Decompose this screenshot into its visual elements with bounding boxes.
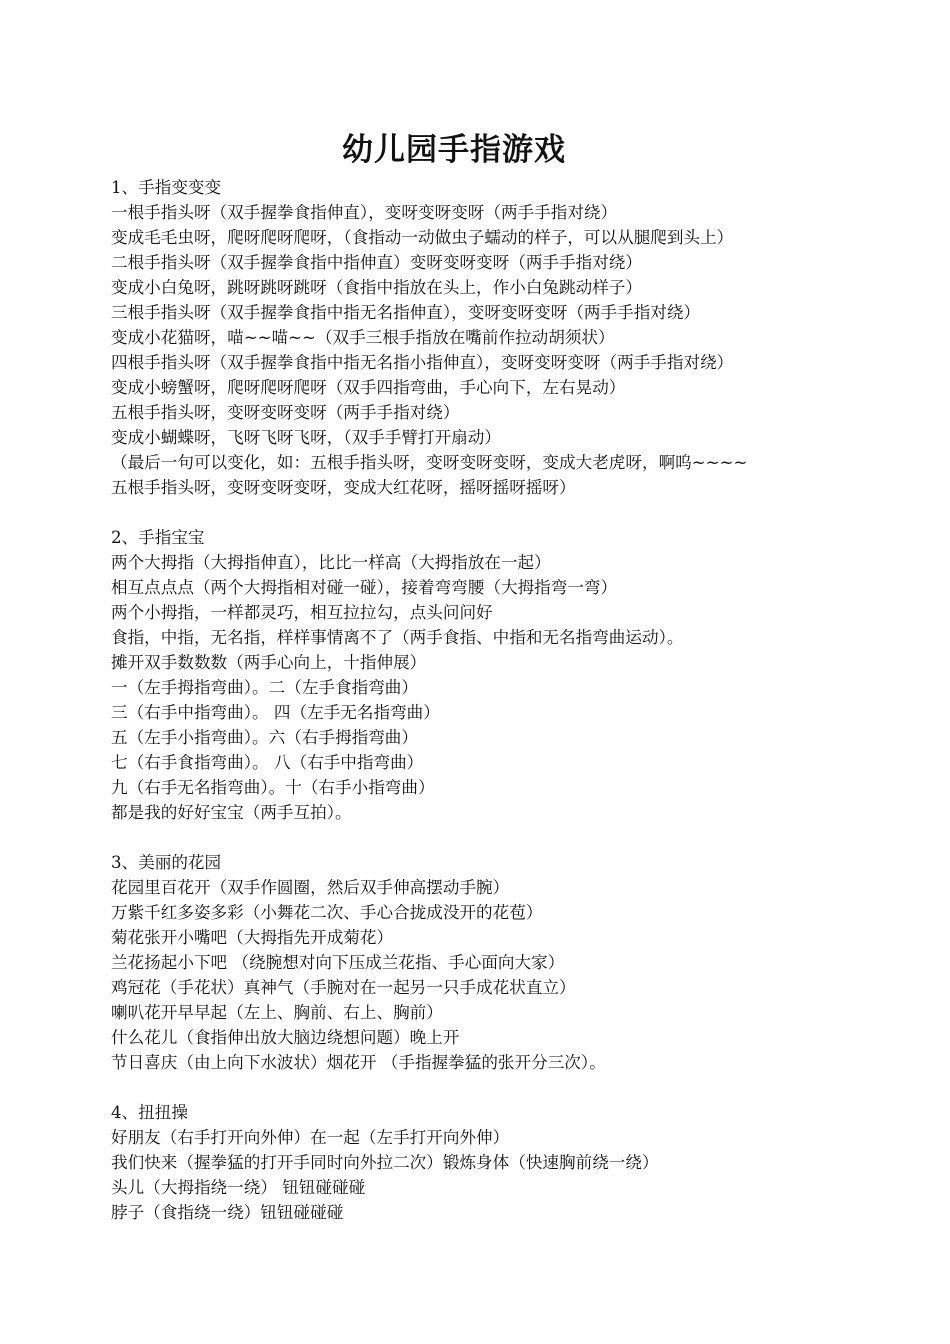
text-line: 花园里百花开（双手作圆圈，然后双手伸高摆动手腕） (111, 878, 510, 897)
section-heading: 2、手指宝宝 (111, 528, 205, 547)
text-line: 万紫千红多姿多彩（小舞花二次、手心合拢成没开的花苞） (111, 903, 543, 922)
text-line: 摊开双手数数数（两手心向上，十指伸展） (111, 653, 427, 672)
text-line: 菊花张开小嘴吧（大拇指先开成菊花） (111, 928, 394, 947)
text-line: 一根手指头呀（双手握拳食指伸直），变呀变呀变呀（两手手指对绕） (111, 203, 618, 222)
section-beautiful-garden (111, 850, 931, 1075)
text-line: 都是我的好好宝宝（两手互拍）。 (111, 803, 352, 822)
text-line: 两个大拇指（大拇指伸直），比比一样高（大拇指放在一起） (111, 553, 551, 572)
text-line: 三（右手中指弯曲）。 四（左手无名指弯曲） (111, 703, 440, 722)
section-heading: 4、扭扭操 (111, 1103, 188, 1122)
document-body (111, 175, 931, 1225)
text-line: 我们快来（握拳猛的打开手同时向外拉二次）锻炼身体（快速胸前绕一绕） (111, 1153, 659, 1172)
text-line: 五根手指头呀，变呀变呀变呀，变成大红花呀，摇呀摇呀摇呀） (111, 478, 576, 497)
text-line: 四根手指头呀（双手握拳食指中指无名指小指伸直），变呀变呀变呀（两手手指对绕） (111, 353, 734, 372)
text-line: 五根手指头呀，变呀变呀变呀（两手手指对绕） (111, 403, 460, 422)
text-line: 变成小螃蟹呀，爬呀爬呀爬呀（双手四指弯曲，手心向下，左右晃动） (111, 378, 626, 397)
text-line: 三根手指头呀（双手握拳食指中指无名指伸直），变呀变呀变呀（两手手指对绕） (111, 303, 701, 322)
text-line: 兰花扬起小下吧 （绕腕想对向下压成兰花指、手心面向大家） (111, 953, 565, 972)
text-line: 什么花儿（食指伸出放大脑边绕想问题）晚上开 (111, 1028, 460, 1047)
text-line: 喇叭花开早早起（左上、胸前、右上、胸前） (111, 1003, 443, 1022)
text-line: 变成毛毛虫呀，爬呀爬呀爬呀，（食指动一动做虫子蠕动的样子，可以从腿爬到头上） (111, 228, 734, 247)
text-line: 九（右手无名指弯曲）。十（右手小指弯曲） (111, 778, 435, 797)
text-line: （最后一句可以变化，如：五根手指头呀，变呀变呀变呀，变成大老虎呀，啊呜~~~~ (111, 453, 748, 472)
section-heading: 1、手指变变变 (111, 178, 222, 197)
text-line: 变成小白兔呀，跳呀跳呀跳呀（食指中指放在头上，作小白兔跳动样子） (111, 278, 642, 297)
text-line: 五（左手小指弯曲）。六（右手拇指弯曲） (111, 728, 418, 747)
text-line: 二根手指头呀（双手握拳食指中指伸直）变呀变呀变呀（两手手指对绕） (111, 253, 642, 272)
paragraph-gap (111, 825, 931, 850)
text-line: 七（右手食指弯曲）。 八（右手中指弯曲） (111, 753, 424, 772)
text-line: 食指，中指，无名指，样样事情离不了（两手食指、中指和无名指弯曲运动）。 (111, 628, 684, 647)
text-line: 节日喜庆（由上向下水波状）烟花开 （手指握拳猛的张开分三次）。 (111, 1053, 606, 1072)
text-line: 头儿（大拇指绕一绕） 钮钮碰碰碰 (111, 1178, 366, 1197)
section-twist-exercise (111, 1100, 931, 1225)
section-finger-babies (111, 525, 931, 825)
section-finger-changes (111, 175, 931, 500)
text-line: 两个小拇指，一样都灵巧，相互拉拉勾，点头问问好 (111, 603, 493, 622)
paragraph-gap (111, 500, 931, 525)
text-line: 脖子（食指绕一绕）钮钮碰碰碰 (111, 1203, 344, 1222)
text-line: 一（左手拇指弯曲）。二（左手食指弯曲） (111, 678, 418, 697)
text-line: 相互点点点（两个大拇指相对碰一碰），接着弯弯腰（大拇指弯一弯） (111, 578, 618, 597)
text-line: 变成小花猫呀，喵~~喵~~（双手三根手指放在嘴前作拉动胡须状） (111, 328, 615, 347)
text-line: 变成小蝴蝶呀，飞呀飞呀飞呀，（双手手臂打开扇动） (111, 428, 501, 447)
document-title: 幼儿园手指游戏 (342, 132, 566, 168)
paragraph-gap (111, 1075, 931, 1100)
section-heading: 3、美丽的花园 (111, 853, 222, 872)
text-line: 鸡冠花（手花状）真神气（手腕对在一起另一只手成花状直立） (111, 978, 576, 997)
text-line: 好朋友（右手打开向外伸）在一起（左手打开向外伸） (111, 1128, 510, 1147)
